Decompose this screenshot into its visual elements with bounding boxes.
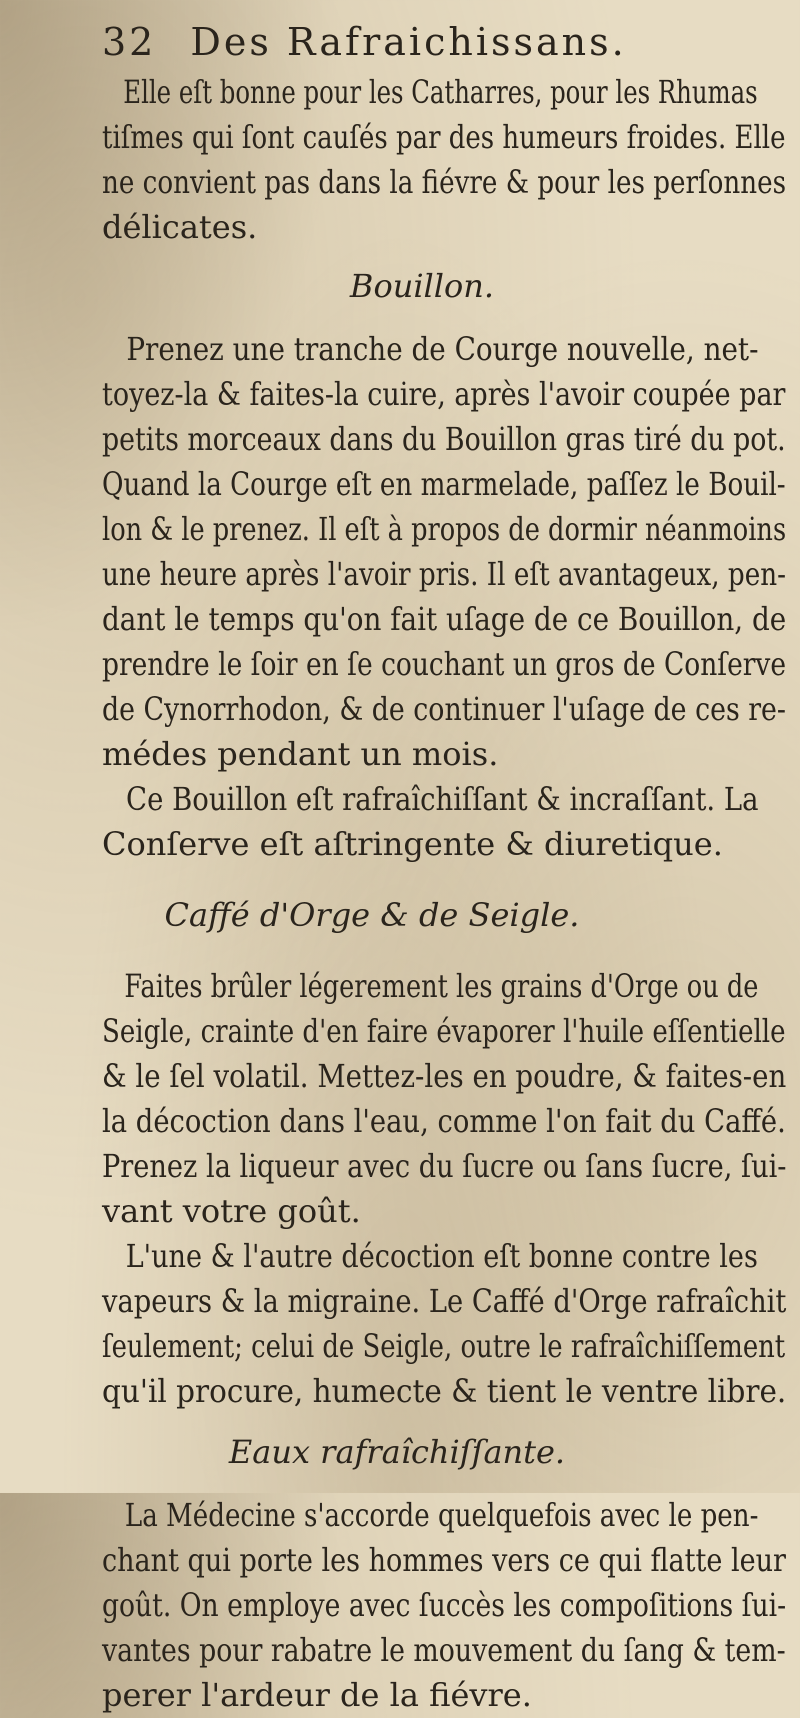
page-text-block: [102, 20, 787, 1718]
paragraph-eaux: [102, 1493, 787, 1718]
text-line: qu'il procure, humecte & tient le ventre libre.: [102, 1372, 787, 1410]
text-line: Prenez une tranche de Courge nouvelle, net-: [126, 330, 759, 368]
text-line: perer l'ardeur de la fiévre.: [102, 1676, 532, 1714]
text-line: vapeurs & la migraine. Le Caffé d'Orge rafraîchit: [102, 1282, 787, 1320]
text-line: Ce Bouillon eſt rafraîchiſſant & incraſſant. La: [126, 780, 759, 818]
text-line: & le ſel volatil. Mettez-les en poudre, & faites-en: [102, 1057, 787, 1095]
text-line: toyez-la & faites-la cuire, après l'avoir coupée par: [102, 375, 786, 413]
text-line: ne convient pas dans la fiévre & pour les perſonnes: [102, 163, 787, 201]
text-line: Prenez la liqueur avec du ſucre ou ſans ſucre, ſui-: [102, 1147, 787, 1185]
section-heading-bouillon: Bouillon.: [349, 267, 495, 305]
text-line: de Cynorrhodon, & de continuer l'uſage de ces re-: [102, 690, 786, 728]
text-line: dant le temps qu'on fait uſage de ce Bouillon, de: [102, 600, 787, 638]
text-line: médes pendant un mois.: [102, 735, 499, 773]
section-heading-eaux: Eaux rafraîchiſſante.: [228, 1433, 566, 1471]
running-head: [102, 20, 782, 64]
text-line: délicates.: [102, 208, 258, 246]
paragraph-bouillon: [102, 327, 787, 867]
text-line: la décoction dans l'eau, comme l'on fait du Caffé.: [102, 1102, 786, 1140]
text-line: prendre le ſoir en ſe couchant un gros de Conſerve: [102, 645, 787, 683]
paragraph-intro: [102, 70, 787, 250]
text-line: vantes pour rabatre le mouvement du ſang & tem-: [102, 1631, 786, 1669]
text-line: une heure après l'avoir pris. Il eſt avantageux, pen-: [102, 555, 786, 593]
text-line: Faites brûler légerement les grains d'Orge ou de: [124, 967, 759, 1005]
text-line: Conſerve eſt aſtringente & diuretique.: [102, 825, 723, 863]
running-title: Des Rafraichissans.: [190, 20, 627, 64]
section-heading-caffe: Caffé d'Orge & de Seigle.: [164, 896, 580, 934]
text-line: La Médecine s'accorde quelquefois avec le pen-: [124, 1496, 759, 1534]
text-line: lon & le prenez. Il eſt à propos de dormir néanmoins: [102, 510, 787, 548]
paragraph-caffe: [102, 964, 787, 1414]
text-line: vant votre goût.: [102, 1192, 361, 1230]
text-line: L'une & l'autre décoction eſt bonne contre les: [125, 1237, 758, 1275]
text-line: tiſmes qui ſont cauſés par des humeurs froides. Elle: [102, 118, 786, 156]
text-line: goût. On employe avec ſuccès les compoſitions ſui-: [102, 1586, 787, 1624]
text-line: Elle eſt bonne pour les Catharres, pour les Rhumas: [123, 73, 758, 111]
text-line: ſeulement; celui de Seigle, outre le rafraîchiſſement: [102, 1327, 786, 1365]
text-line: chant qui porte les hommes vers ce qui flatte leur: [102, 1541, 786, 1579]
text-line: Seigle, crainte d'en faire évaporer l'huile eſſentielle: [102, 1012, 786, 1050]
text-line: Quand la Courge eſt en marmelade, paſſez le Bouil-: [102, 465, 786, 503]
page-number: 32: [102, 20, 157, 64]
text-line: petits morceaux dans du Bouillon gras tiré du pot.: [102, 420, 786, 458]
